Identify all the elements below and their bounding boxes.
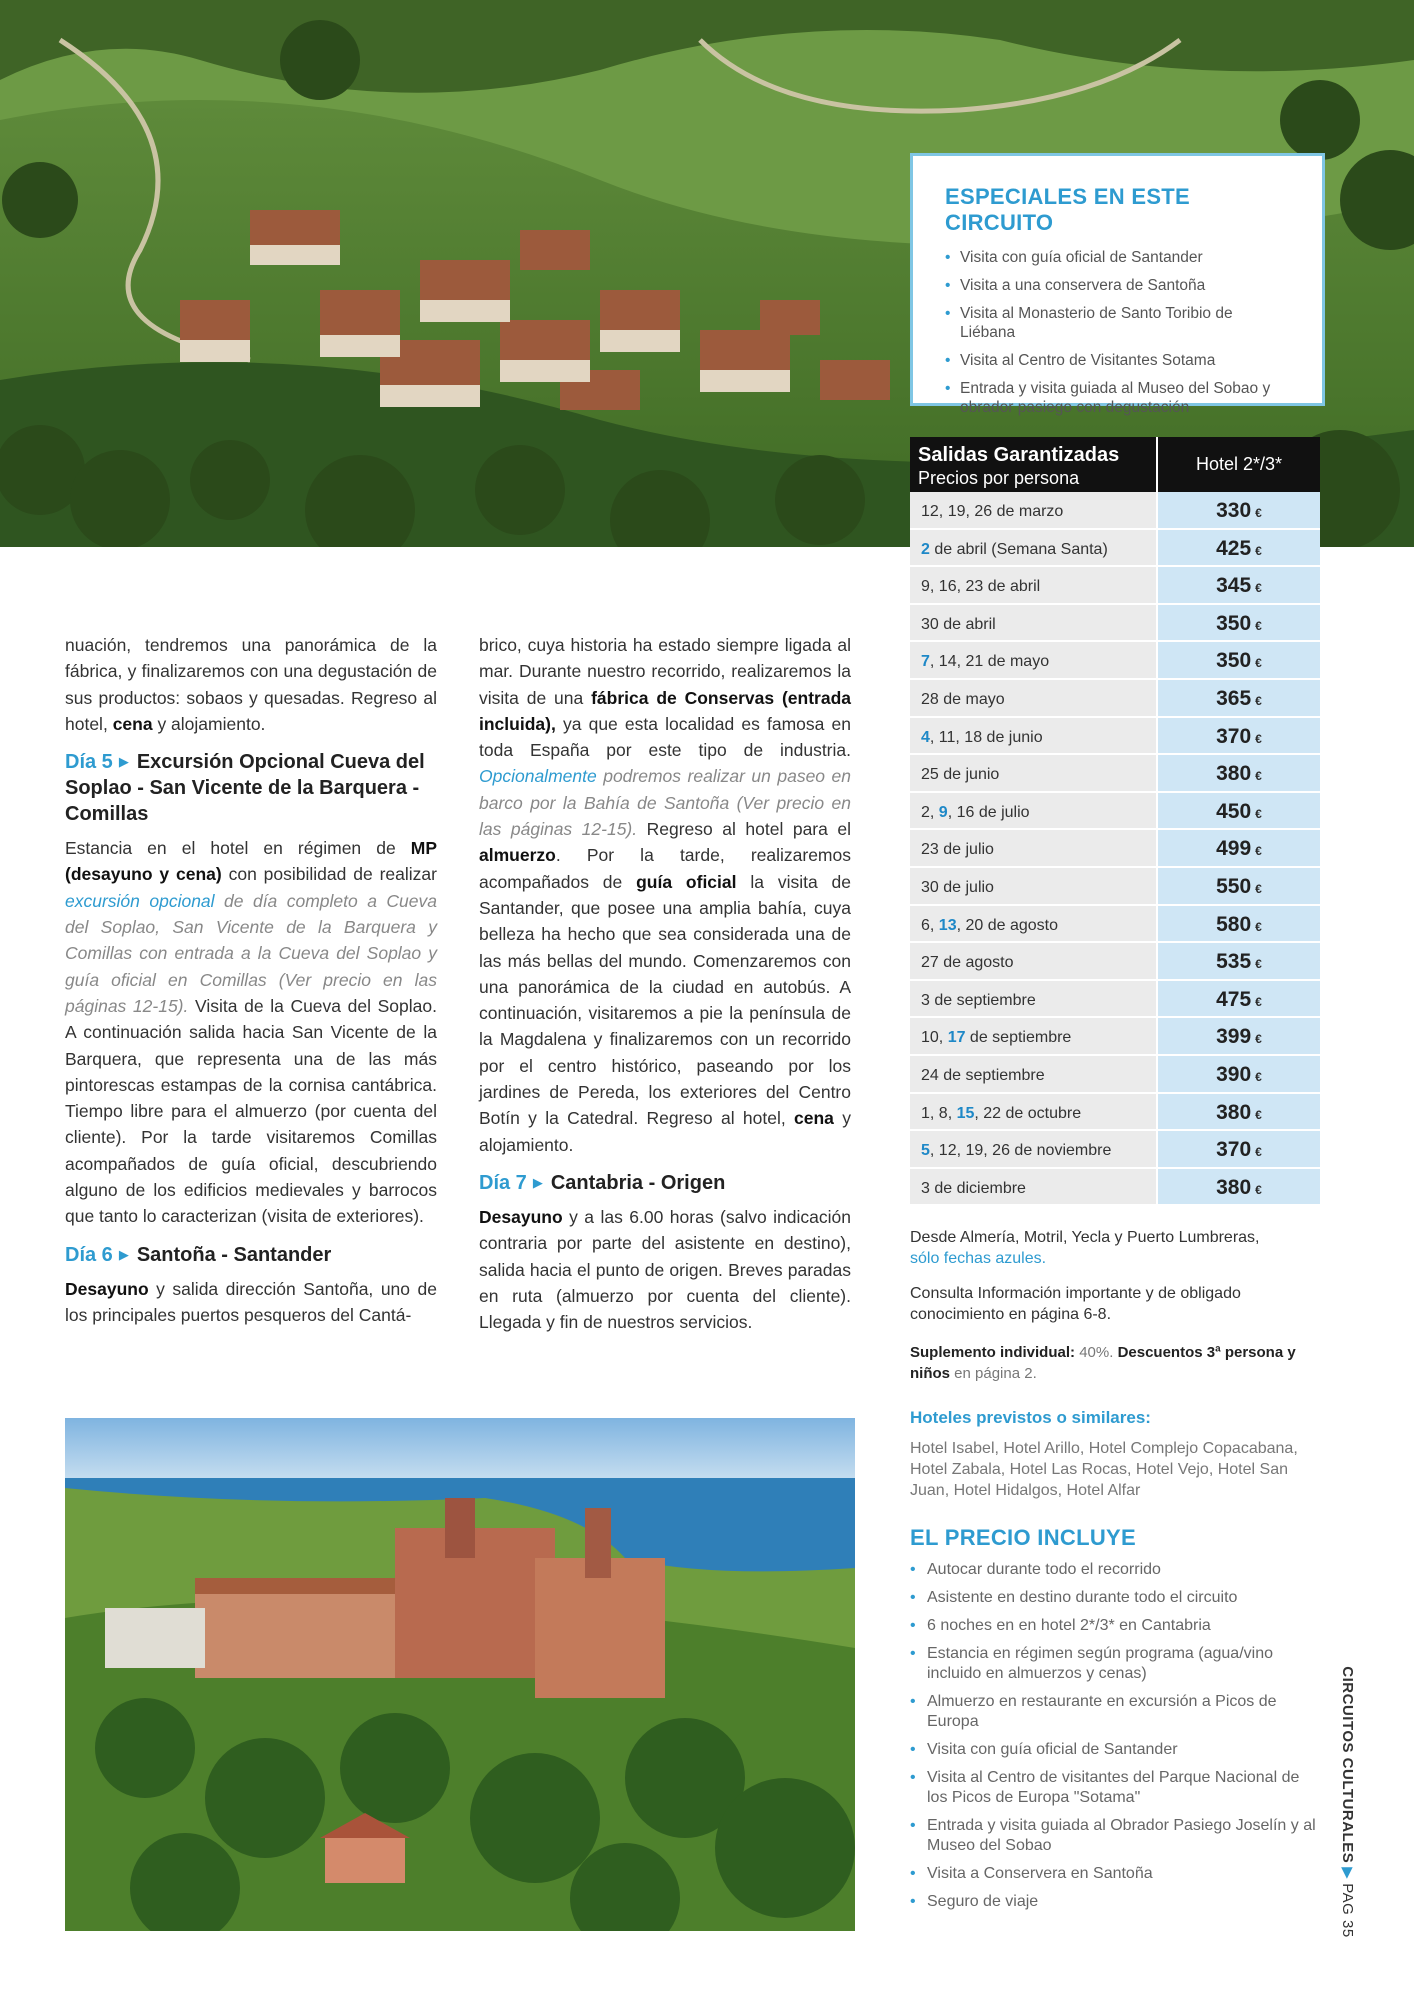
table-row <box>910 868 1320 906</box>
table-row <box>910 906 1320 944</box>
price-cell: 425 € <box>1158 530 1320 566</box>
price-table-title: Salidas Garantizadas <box>918 444 1120 466</box>
list-item: • Visita al Centro de visitantes del Parque Nacional de los Picos de Europa "Sotama" <box>910 1768 1320 1808</box>
paragraph: Desayuno y a las 6.00 horas (salvo indicación contraria por parte del asistente en destino), salida hacia el punto de origen. Breves paradas en ruta (almuerzo por cuenta del cliente). Llegada y fin de nuestros servicios. <box>479 1206 851 1333</box>
paragraph: Estancia en el hotel en régimen de MP (desayuno y cena) con posibilidad de realizar excursión opcional de día completo a Cueva del Soplao, San Vicente de la Barquera y Comillas con entrada a la Cueva del Soplao y guía oficial en Comillas (Ver precio en las páginas 12-15). Visita de la Cueva del Soplao. A continuación salida hacia San Vicente de la Barquera, que representa una de las más pintorescas estampas de la cornisa cantábrica. Tiempo libre para el almuerzo (por cuenta del cliente). Por la tarde visitaremos Comillas acompañados de guía oficial, descubriendo alguno de los edificios medievales y barrocos que tanto lo caracterizan (visita de exteriores). <box>65 838 438 1227</box>
departure-date: 7, 14, 21 de mayo <box>910 642 1158 678</box>
price-cell: 380 € <box>1158 1169 1320 1205</box>
departure-date: 5, 12, 19, 26 de noviembre <box>910 1131 1158 1167</box>
table-row <box>910 680 1320 718</box>
departure-date: 9, 16, 23 de abril <box>910 567 1158 603</box>
departure-date: 23 de julio <box>910 830 1158 866</box>
list-item: • Asistente en destino durante todo el circuito <box>910 1588 1320 1608</box>
paragraph: Desayuno y salida dirección Santoña, uno de los principales puertos pesqueros del Cantá- <box>65 1278 437 1325</box>
price-cell: 475 € <box>1158 981 1320 1017</box>
price-cell: 580 € <box>1158 906 1320 942</box>
departure-date: 3 de diciembre <box>910 1169 1158 1205</box>
departure-date: 12, 19, 26 de marzo <box>910 492 1158 528</box>
arrow-right-icon: ▶ <box>118 754 129 770</box>
price-cell: 450 € <box>1158 793 1320 829</box>
paragraph: brico, cuya historia ha estado siempre ligada al mar. Durante nuestro recorrido, realizaremos la visita de una fábrica de Conservas (entrada incluida), ya que esta localidad es famosa en toda España por este tipo de industria. Opcionalmente podremos realizar un paseo en barco por la Bahía de Santoña (Ver precio en las páginas 12-15). Regreso al hotel para el almuerzo. Por la tarde, realizaremos acompañados de guía oficial la visita de Santander, que posee una amplia bahía, cuya belleza ha hecho que sea considerada una de las más bellas del mundo. Comenzaremos con una panorámica de la ciudad en autobús. A continuación, visitaremos a pie la península de la Magdalena y finalizaremos con un recorrido por el centro histórico, paseando por los jardines de Pereda, los exteriores del Centro Botín y la Catedral. Regreso al hotel, cena y alojamiento. <box>479 635 851 1155</box>
day-7-heading: Día 7 ▶ Cantabria - Origen <box>479 1171 726 1194</box>
departure-date: 2, 9, 16 de julio <box>910 793 1158 829</box>
price-cell: 365 € <box>1158 680 1320 716</box>
specials-title: ESPECIALES EN ESTE CIRCUITO <box>945 184 1191 235</box>
price-cell: 550 € <box>1158 868 1320 904</box>
price-cell: 380 € <box>1158 755 1320 791</box>
table-row <box>910 1131 1320 1169</box>
list-item: • Visita a una conservera de Santoña <box>945 276 1292 295</box>
day-5-heading: Día 5 ▶ Excursión Opcional Cueva del Soplao - San Vicente de la Barquera - Comillas <box>65 751 425 826</box>
table-row <box>910 943 1320 981</box>
table-row <box>910 530 1320 568</box>
departure-date: 3 de septiembre <box>910 981 1158 1017</box>
table-row <box>910 567 1320 605</box>
departure-date: 27 de agosto <box>910 943 1158 979</box>
price-table-rows <box>910 492 1320 1206</box>
list-item: • Visita al Monasterio de Santo Toribio de Liébana <box>945 304 1292 342</box>
list-item: • Visita a Conservera en Santoña <box>910 1864 1320 1884</box>
page-footer <box>1338 1666 1358 1938</box>
page-number: PAG 35 <box>1339 1883 1356 1938</box>
includes-title: EL PRECIO INCLUYE <box>910 1525 1136 1550</box>
paragraph: nuación, tendremos una panorámica de la fábrica, y finalizaremos con una degustación de sus productos: sobaos y quesadas. Regreso al hotel, cena y alojamiento. <box>65 635 437 734</box>
includes-list <box>910 1560 1320 1920</box>
price-cell: 499 € <box>1158 830 1320 866</box>
table-row <box>910 793 1320 831</box>
departure-date: 4, 11, 18 de junio <box>910 718 1158 754</box>
hotels-list: Hotel Isabel, Hotel Arillo, Hotel Complejo Copacabana, Hotel Zabala, Hotel Las Rocas, Hotel Vejo, Hotel San Juan, Hotel Hidalgos, Hotel Alfar <box>910 1440 1298 1499</box>
departure-note: Desde Almería, Motril, Yecla y Puerto Lumbreras, sólo fechas azules. <box>910 1229 1260 1267</box>
arrow-right-icon: ▶ <box>1339 1867 1356 1880</box>
list-item: • 6 noches en en hotel 2*/3* en Cantabria <box>910 1616 1320 1636</box>
departure-date: 6, 13, 20 de agosto <box>910 906 1158 942</box>
departure-date: 30 de abril <box>910 605 1158 641</box>
price-cell: 330 € <box>1158 492 1320 528</box>
table-row <box>910 981 1320 1019</box>
list-item: • Entrada y visita guiada al Obrador Pasiego Joselín y al Museo del Sobao <box>910 1816 1320 1856</box>
table-row <box>910 492 1320 530</box>
text-column-2 <box>479 632 851 1335</box>
table-row <box>910 1169 1320 1207</box>
price-cell: 345 € <box>1158 567 1320 603</box>
price-cell: 350 € <box>1158 605 1320 641</box>
departure-date: 24 de septiembre <box>910 1056 1158 1092</box>
table-row <box>910 1018 1320 1056</box>
text-column-1 <box>65 632 437 1328</box>
departure-date: 30 de julio <box>910 868 1158 904</box>
table-row <box>910 642 1320 680</box>
consult-note: Consulta Información importante y de obligado conocimiento en página 6-8. <box>910 1285 1241 1323</box>
list-item: • Entrada y visita guiada al Museo del Sobao y obrador pasiego con degustación <box>945 379 1292 417</box>
price-cell: 535 € <box>1158 943 1320 979</box>
price-cell: 390 € <box>1158 1056 1320 1092</box>
list-item: • Visita con guía oficial de Santander <box>910 1740 1320 1760</box>
departure-date: 2 de abril (Semana Santa) <box>910 530 1158 566</box>
price-table <box>910 437 1320 1206</box>
table-row <box>910 755 1320 793</box>
price-cell: 370 € <box>1158 1131 1320 1167</box>
price-cell: 370 € <box>1158 718 1320 754</box>
departure-date: 28 de mayo <box>910 680 1158 716</box>
hotels-title: Hoteles previstos o similares: <box>910 1408 1151 1427</box>
price-cell: 380 € <box>1158 1094 1320 1130</box>
section-label: CIRCUITOS CULTURALES <box>1339 1666 1356 1864</box>
price-cell: 399 € <box>1158 1018 1320 1054</box>
table-row <box>910 830 1320 868</box>
list-item: • Almuerzo en restaurante en excursión a Picos de Europa <box>910 1692 1320 1732</box>
table-row <box>910 718 1320 756</box>
departure-date: 1, 8, 15, 22 de octubre <box>910 1094 1158 1130</box>
price-cell: 350 € <box>1158 642 1320 678</box>
arrow-right-icon: ▶ <box>532 1174 543 1190</box>
day-6-heading: Día 6 ▶ Santoña - Santander <box>65 1243 332 1266</box>
price-table-header <box>910 437 1320 492</box>
specials-list <box>945 248 1292 417</box>
departure-date: 10, 17 de septiembre <box>910 1018 1158 1054</box>
list-item: • Visita al Centro de Visitantes Sotama <box>945 351 1292 370</box>
arrow-right-icon: ▶ <box>118 1246 129 1262</box>
table-row <box>910 1094 1320 1132</box>
list-item: • Seguro de viaje <box>910 1892 1320 1912</box>
supplement-note: Suplemento individual: 40%. Descuentos 3ª persona y niños en página 2. <box>910 1344 1296 1382</box>
table-row <box>910 605 1320 643</box>
list-item: • Visita con guía oficial de Santander <box>945 248 1292 267</box>
comillas-photo <box>65 1418 855 1931</box>
price-table-hotel-header: Hotel 2*/3* <box>1195 454 1283 474</box>
departure-date: 25 de junio <box>910 755 1158 791</box>
price-table-subtitle: Precios por persona <box>918 468 1080 488</box>
table-row <box>910 1056 1320 1094</box>
list-item: • Estancia en régimen según programa (agua/vino incluido en almuerzos y cenas) <box>910 1644 1320 1684</box>
blue-dates-note: sólo fechas azules. <box>910 1250 1047 1267</box>
specials-box <box>910 153 1325 416</box>
list-item: • Autocar durante todo el recorrido <box>910 1560 1320 1580</box>
